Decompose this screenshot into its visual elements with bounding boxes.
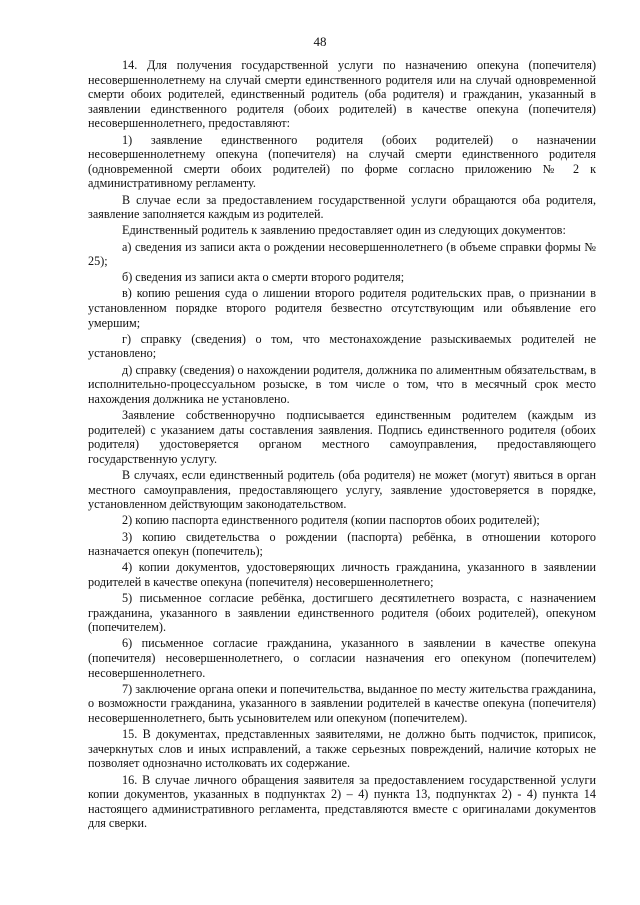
list-item-7-conclusion: 7) заключение органа опеки и попечительства, выданное по месту жительства гражданина, о возможности гражданина, указанного в заявлении родителей в качестве опекуна (попечителя) несовершеннолетнего, быть усыновителем или опекуном (попечителем). bbox=[88, 681, 596, 726]
list-item-b: б) сведения из записи акта о смерти второго родителя; bbox=[122, 270, 405, 285]
list-item-5-child-consent: 5) письменное согласие ребёнка, достигшего десятилетнего возраста, с назначением гражданина, указанного в заявлении единственного родителя (обоих родителей), опекуном (попечителем). bbox=[88, 591, 596, 635]
document-body bbox=[88, 58, 596, 833]
paragraph-15: 15. В документах, представленных заявителями, не должно быть подчисток, приписок, зачеркнутых слов и иных исправлений, а также серьезных повреждений, наличие которых не позволяет однозначно истолковать их содержание. bbox=[88, 727, 596, 771]
list-item-1-application: 1) заявление единственного родителя (обоих родителей) о назначении несовершеннолетнему опекуна (попечителя) на случай смерти единственного родителя (одновременной смерти обоих родителей) по форме согласно приложению № 2 к административному регламенту. bbox=[88, 132, 596, 191]
list-item-a: а) сведения из записи акта о рождении несовершеннолетнего (в объеме справки формы № 25); bbox=[88, 239, 596, 269]
paragraph-signature: Заявление собственноручно подписывается единственным родителем (каждым из родителей) с указанием даты составления заявления. Подпись единственного родителя (обоих родителя) удостоверяется органом местного самоуправления, предоставляющего государственную услугу. bbox=[88, 408, 596, 466]
paragraph-14-intro: 14. Для получения государственной услуги по назначению опекуна (попечителя) несовершеннолетнему на случай смерти единственного родителя или на случай одновременной смерти обоих родителей, единственный родитель (оба родителя) и гражданин, указанный в заявлении единственного родителя (обоих родителей) в качестве опекуна (попечителя) несовершеннолетнего, предоставляют: bbox=[88, 58, 596, 131]
list-item-g: г) справку (сведения) о том, что местонахождение разыскиваемых родителей не установлено; bbox=[88, 331, 596, 361]
list-item-d: д) справку (сведения) о нахождении родителя, должника по алиментным обязательствам, в исполнительно-процессуальном розыске, в том числе о том, что в месячный срок место нахождения должника не установлено. bbox=[88, 362, 596, 406]
paragraph-16: 16. В случае личного обращения заявителя за предоставлением государственной услуги копии документов, указанных в подпунктах 2) – 4) пункта 13, подпунктах 2) - 4) пункта 14 настоящего административного регламента, представляются вместе с оригиналами документов для сверки. bbox=[88, 772, 596, 831]
list-item-6-guardian-consent: 6) письменное согласие гражданина, указанного в заявлении в качестве опекуна (попечителя) несовершеннолетнего, о согласии назначения его опекуном (попечителем) несовершеннолетнего. bbox=[88, 636, 596, 680]
page-number: 48 bbox=[313, 34, 327, 49]
paragraph-cannot-appear: В случаях, если единственный родитель (оба родителя) не может (могут) явиться в орган местного самоуправления, предоставляющего услугу, заявление удостоверяется в порядке, установленном действующим законодательством. bbox=[88, 467, 596, 512]
paragraph-single-parent-docs: Единственный родитель к заявлению предоставляет один из следующих документов: bbox=[122, 223, 566, 238]
paragraph-both-parents: В случае если за предоставлением государственной услуги обращаются оба родителя, заявление заполняется каждым из родителей. bbox=[88, 192, 596, 222]
list-item-4-identity-docs: 4) копии документов, удостоверяющих личность гражданина, указанного в заявлении родителей в качестве опекуна (попечителя) несовершеннолетнего; bbox=[88, 560, 596, 589]
list-item-2-passport: 2) копию паспорта единственного родителя (копии паспортов обоих родителей); bbox=[122, 513, 540, 528]
list-item-v: в) копию решения суда о лишении второго родителя родительских прав, о признании в установленном порядке второго родителя безвестно отсутствующим или объявление его умершим; bbox=[88, 286, 596, 330]
list-item-3-birth-certificate: 3) копию свидетельства о рождении (паспорта) ребёнка, в отношении которого назначается опекун (попечитель); bbox=[88, 529, 596, 559]
